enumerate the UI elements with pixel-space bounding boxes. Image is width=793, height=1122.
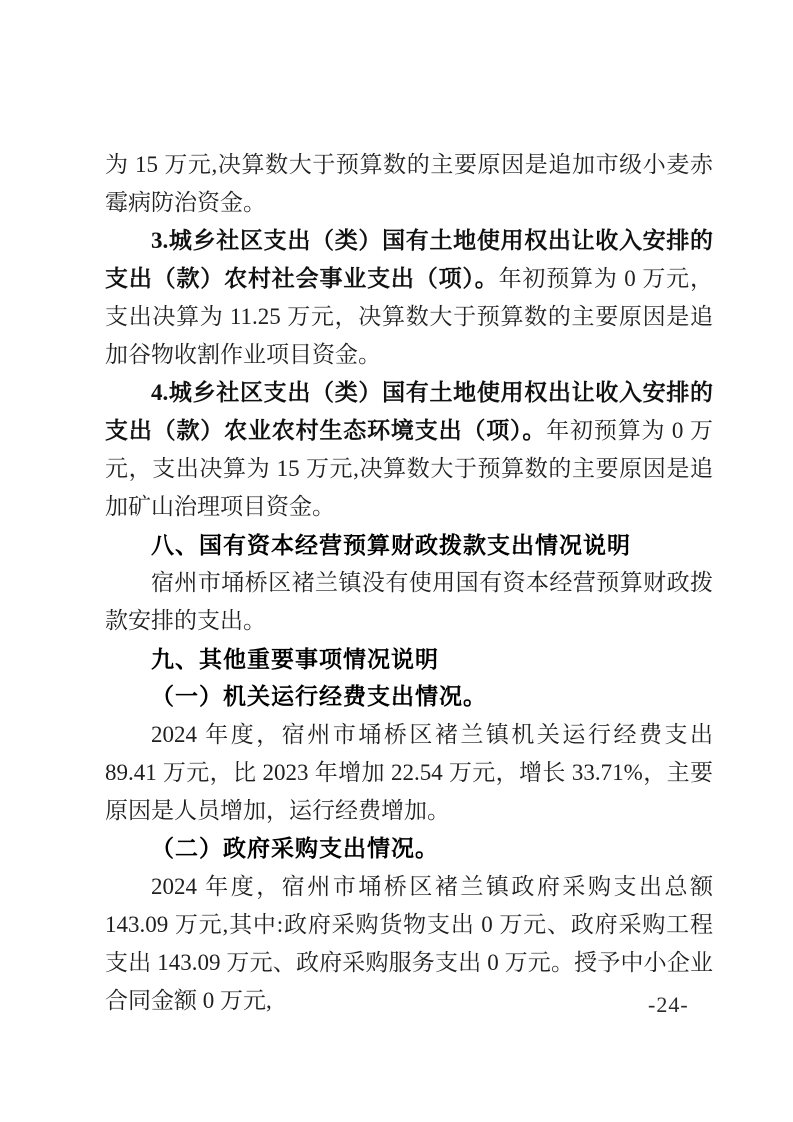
paragraph-item-4 (105, 374, 713, 526)
subsection-9-2-heading: （二）政府采购支出情况。 (151, 836, 439, 861)
paragraph-continued-wheat-fund: 为 15 万元,决算数大于预算数的主要原因是追加市级小麦赤霉病防治资金。 (105, 152, 713, 215)
section-9-heading: 九、其他重要事项情况说明 (151, 646, 439, 672)
paragraph-item-3 (105, 222, 713, 374)
section-8-paragraph: 宿州市埇桥区褚兰镇没有使用国有资本经营预算财政拨款安排的支出。 (105, 570, 713, 633)
document-body (105, 146, 713, 1020)
item-4-text: 年初预算为 0 万元，支出决算为 15 万元,决算数大于预算数的主要原因是追加矿山治理项目资金。 (105, 418, 714, 519)
subsection-9-1-heading: （一）机关运行经费支出情况。 (151, 684, 487, 709)
item-4-title: 4.城乡社区支出（类）国有土地使用权出让收入安排的支出（款）农业农村生态环境支出（项）。 (105, 380, 713, 443)
item-3-title: 3.城乡社区支出（类）国有土地使用权出让收入安排的支出（款）农村社会事业支出（项）。 (105, 228, 713, 291)
subsection-9-1-paragraph: 2024 年度，宿州市埇桥区褚兰镇机关运行经费支出 89.41 万元，比 2023 年增加 22.54 万元，增长 33.71%，主要原因是人员增加，运行经费增加。 (105, 722, 713, 823)
page-number: -24- (648, 992, 689, 1017)
item-3-text: 年初预算为 0 万元，支出决算为 11.25 万元，决算数大于预算数的主要原因是追加谷物收割作业项目资金。 (105, 266, 714, 367)
subsection-9-2-paragraph: 2024 年度，宿州市埇桥区褚兰镇政府采购支出总额 143.09 万元,其中:政府采购货物支出 0 万元、政府采购工程支出 143.09 万元、政府采购服务支出 0 万元。授予中小企业合同金额 0 万元, (105, 874, 713, 1013)
section-8-heading: 八、国有资本经营预算财政拨款支出情况说明 (151, 532, 631, 558)
